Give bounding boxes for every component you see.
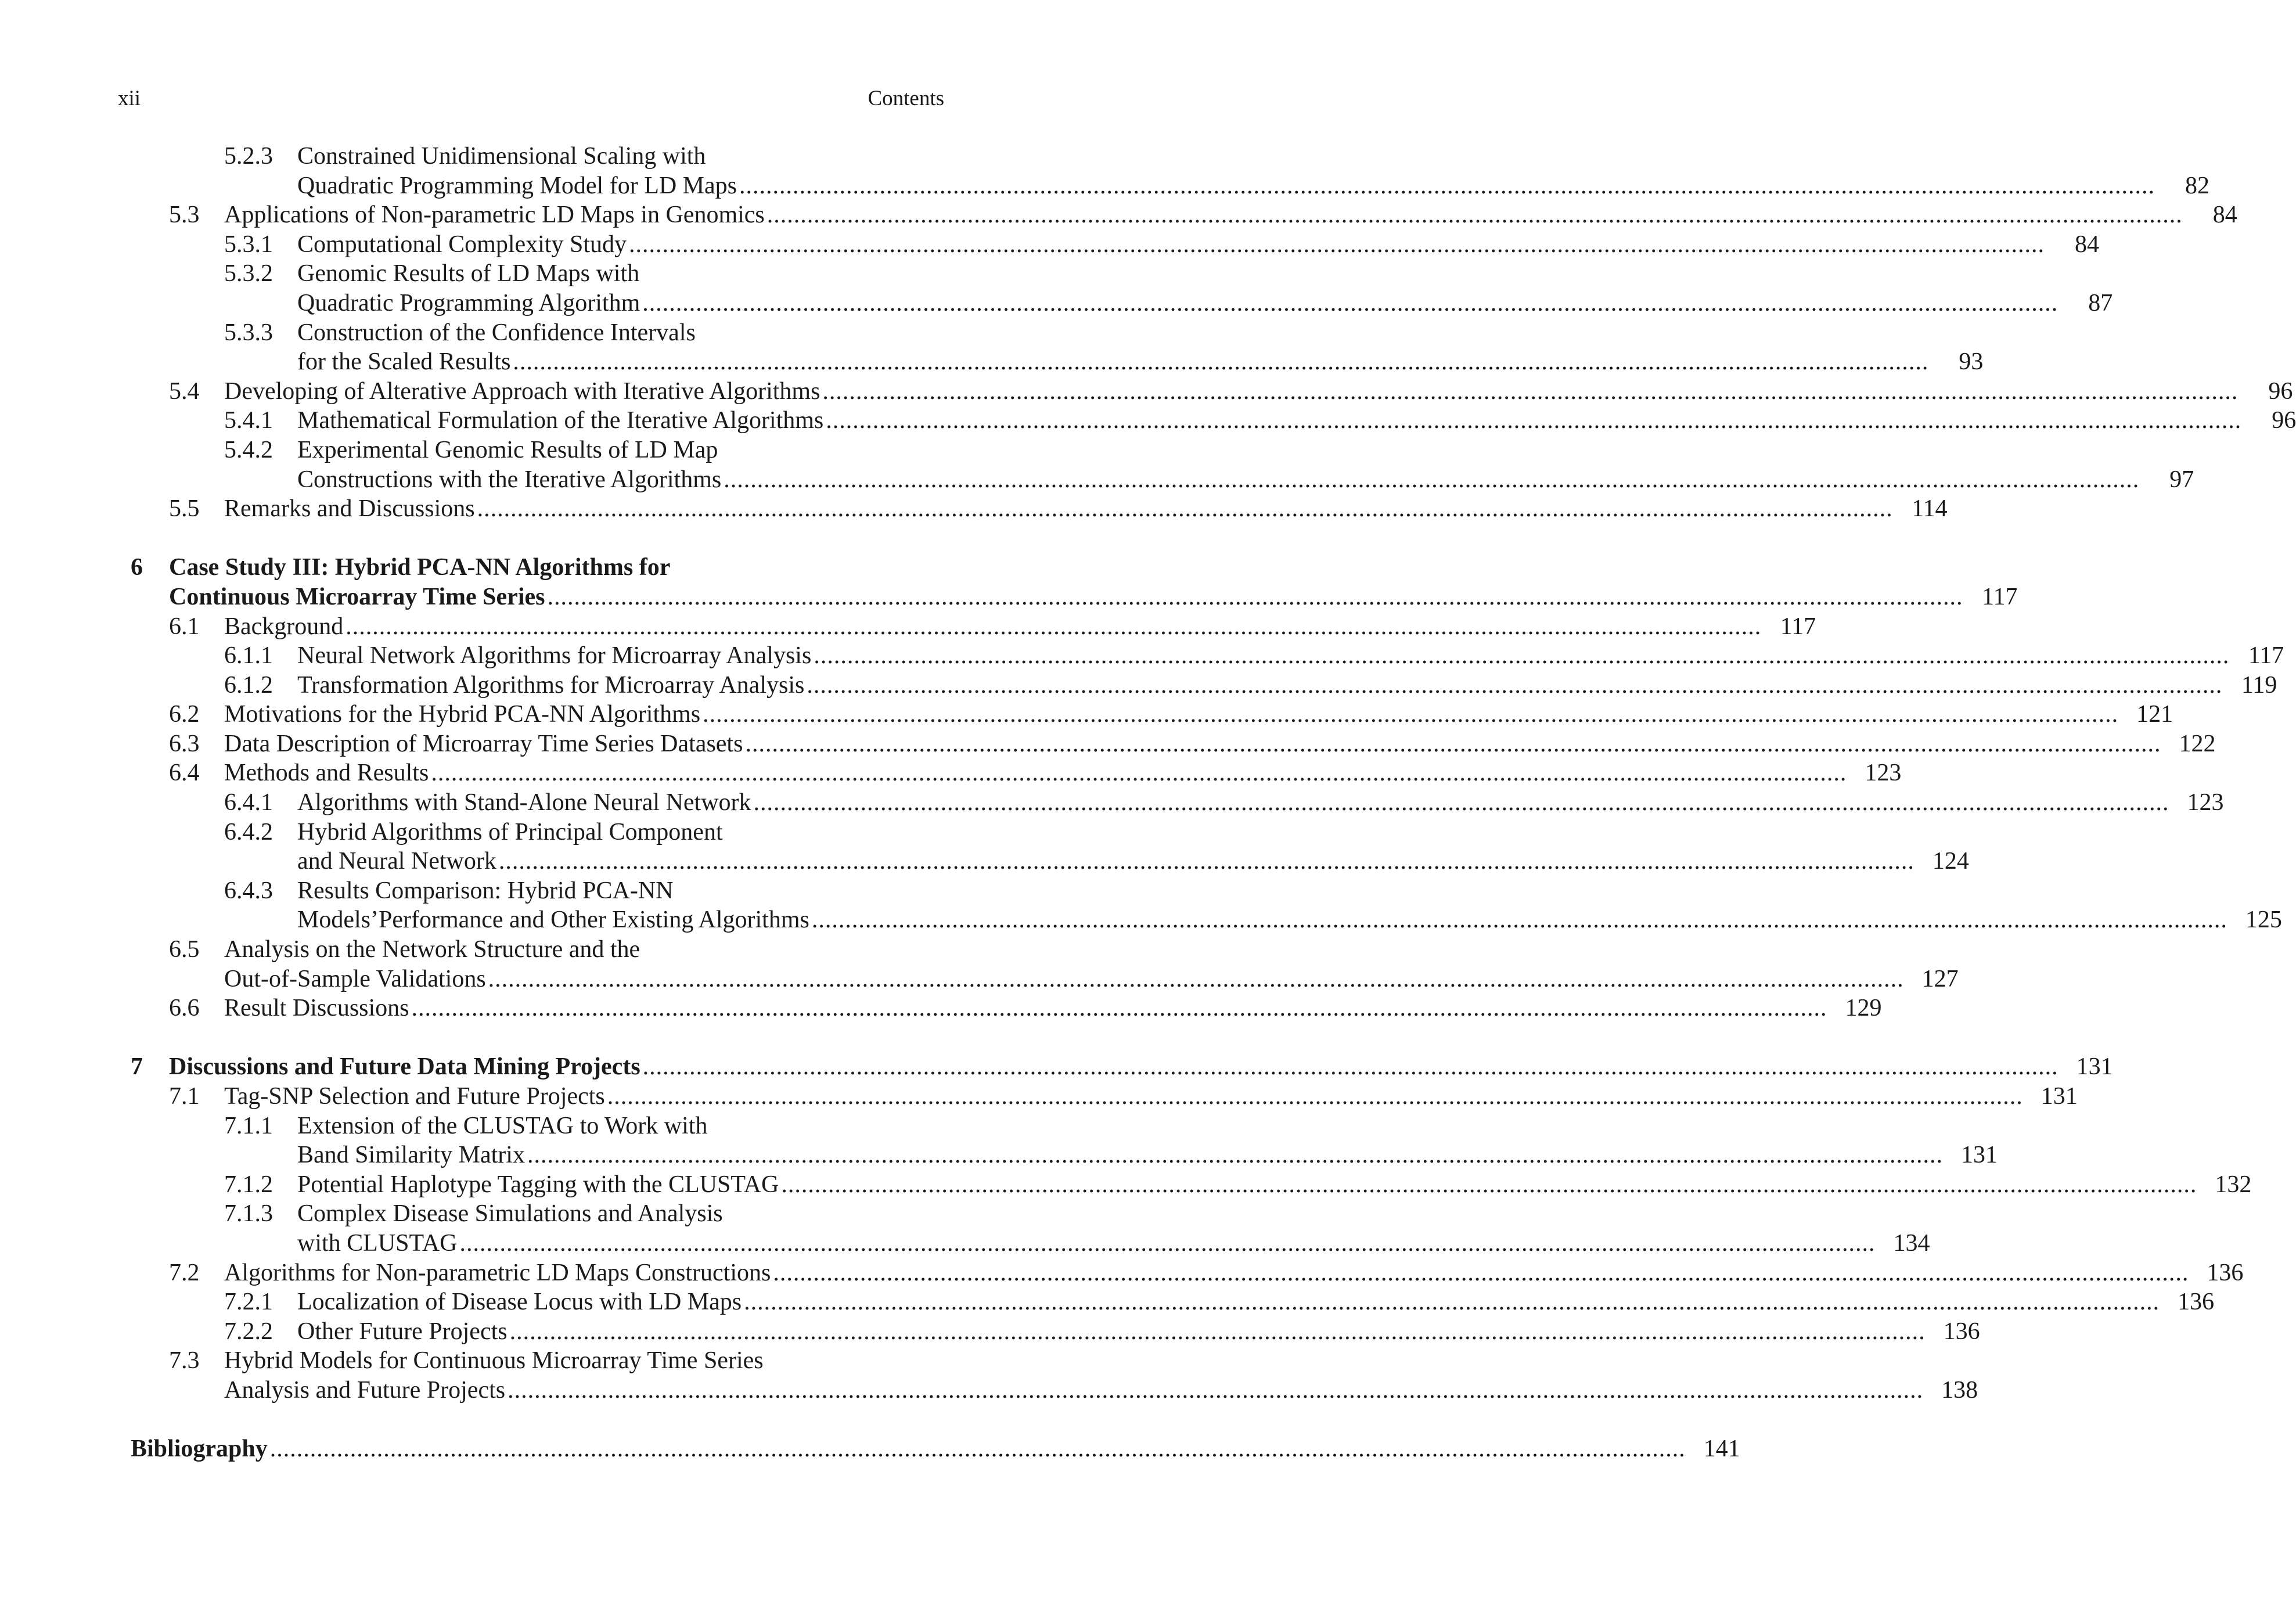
dot-leader: ....................................................................................................................................................................................................................: [498, 848, 1914, 875]
page-ref: 124: [1932, 848, 1969, 875]
section-number: 5.3: [169, 202, 200, 229]
entry-title: Band Similarity Matrix: [297, 1142, 525, 1169]
section-number: 5.3.1: [224, 231, 273, 258]
toc-entry: [131, 641, 2284, 671]
entry-title: Models’Performance and Other Existing Algorithms: [297, 906, 809, 934]
section-number: 6.1.2: [224, 671, 273, 699]
page-number: xii: [118, 87, 141, 110]
entry-title: Analysis on the Network Structure and the: [224, 936, 640, 963]
entry-title: Result Discussions: [224, 995, 409, 1022]
entry-title: Methods and Results: [224, 760, 429, 787]
page-ref: 136: [2178, 1289, 2215, 1316]
entry-title: Out-of-Sample Validations: [224, 965, 486, 992]
dot-leader: ....................................................................................................................................................................................................................: [745, 730, 2161, 757]
entry-title: Complex Disease Simulations and Analysis: [297, 1200, 723, 1228]
toc-entry: [131, 1170, 2252, 1200]
section-number: 6.4: [169, 760, 200, 787]
page-header: [118, 86, 944, 115]
dot-leader: ....................................................................................................................................................................................................................: [739, 172, 2155, 199]
dot-leader: ....................................................................................................................................................................................................................: [459, 1229, 1876, 1257]
toc-entry: [131, 142, 2210, 200]
section-number: 6.4.3: [224, 877, 273, 904]
dot-leader: ....................................................................................................................................................................................................................: [411, 995, 1827, 1022]
entry-title: Applications of Non-parametric LD Maps in Genomics: [224, 202, 765, 229]
dot-leader: ....................................................................................................................................................................................................................: [431, 760, 1847, 787]
dot-leader: ....................................................................................................................................................................................................................: [781, 1171, 2197, 1198]
toc-entry: [131, 788, 2224, 818]
entry-title: Algorithms with Stand-Alone Neural Network: [297, 789, 751, 816]
page-ref: 122: [2179, 730, 2216, 757]
page-ref: 121: [2136, 701, 2173, 728]
chapter-number: 7: [131, 1053, 143, 1081]
dot-leader: ....................................................................................................................................................................................................................: [527, 1142, 1943, 1169]
table-of-contents: [131, 142, 2296, 1464]
page-ref: 96: [2272, 407, 2296, 434]
entry-title: Remarks and Discussions: [224, 495, 475, 523]
toc-entry: [131, 818, 1969, 876]
dot-leader: ....................................................................................................................................................................................................................: [766, 202, 2183, 229]
entry-title: Analysis and Future Projects: [224, 1376, 506, 1404]
toc-entry: [131, 259, 2113, 318]
toc-entry: [131, 1287, 2215, 1317]
section-number: 7.1: [169, 1083, 200, 1110]
page-ref: 84: [2075, 231, 2099, 258]
entry-title: Transformation Algorithms for Microarray Analysis: [297, 671, 805, 699]
toc-entry: [131, 200, 2237, 230]
page-ref: 87: [2088, 289, 2113, 316]
page-ref: 93: [1959, 348, 1984, 376]
entry-title: Other Future Projects: [297, 1318, 508, 1345]
page-ref: 141: [1703, 1435, 1740, 1463]
toc-entry: [131, 494, 1948, 524]
dot-leader: ....................................................................................................................................................................................................................: [703, 701, 2119, 728]
entry-title: Experimental Genomic Results of LD Map: [297, 436, 718, 463]
page-ref: 131: [2076, 1053, 2113, 1081]
running-title: Contents: [868, 87, 944, 110]
dot-leader: ....................................................................................................................................................................................................................: [513, 348, 1929, 376]
page-ref: 127: [1921, 965, 1959, 992]
section-number: 6.1: [169, 613, 200, 640]
entry-title: Data Description of Microarray Time Series Datasets: [224, 730, 743, 757]
page-ref: 117: [2248, 642, 2284, 670]
entry-title: Quadratic Programming Model for LD Maps: [297, 172, 737, 199]
toc-entry: [131, 876, 2282, 935]
chapter-spacer: [131, 1023, 944, 1053]
toc-entry: [131, 758, 1902, 788]
page-ref: 129: [1845, 995, 1882, 1022]
dot-leader: ....................................................................................................................................................................................................................: [508, 1376, 1924, 1404]
section-number: 6.4.1: [224, 789, 273, 816]
toc-entry: [131, 729, 2216, 759]
chapter-title: Discussions and Future Data Mining Projects: [169, 1053, 640, 1081]
dot-leader: ....................................................................................................................................................................................................................: [822, 377, 2239, 405]
chapter-number: 6: [131, 554, 143, 581]
entry-title: Potential Haplotype Tagging with the CLUSTAG: [297, 1171, 779, 1198]
section-number: 5.3.3: [224, 319, 273, 346]
dot-leader: ....................................................................................................................................................................................................................: [607, 1083, 2023, 1110]
entry-title: Tag-SNP Selection and Future Projects: [224, 1083, 605, 1110]
section-number: 7.2.1: [224, 1289, 273, 1316]
toc-entry: [131, 994, 1882, 1023]
toc-entry: [131, 1317, 1980, 1347]
toc-entry: [131, 436, 2194, 494]
entry-title: Construction of the Confidence Intervals: [297, 319, 696, 346]
chapter-spacer: [131, 1405, 944, 1435]
toc-chapter: [131, 1052, 2113, 1082]
section-number: 5.4: [169, 377, 200, 405]
dot-leader: ....................................................................................................................................................................................................................: [509, 1318, 1926, 1345]
entry-title: with CLUSTAG: [297, 1229, 458, 1257]
dot-leader: ....................................................................................................................................................................................................................: [811, 906, 2227, 934]
section-number: 7.2: [169, 1259, 200, 1286]
page-ref: 119: [2241, 671, 2277, 699]
section-number: 7.3: [169, 1347, 200, 1374]
page-ref: 96: [2268, 377, 2293, 405]
page-ref: 125: [2245, 906, 2282, 934]
toc-entry: [131, 1346, 1978, 1405]
dot-leader: ....................................................................................................................................................................................................................: [773, 1259, 2189, 1286]
chapter-spacer: [131, 524, 944, 553]
section-number: 5.3.2: [224, 260, 273, 287]
section-number: 7.2.2: [224, 1318, 273, 1345]
page-ref: 114: [1912, 495, 1948, 523]
page-ref: 117: [1982, 583, 2018, 610]
page-ref: 136: [1943, 1318, 1980, 1345]
entry-title: Genomic Results of LD Maps with: [297, 260, 640, 287]
dot-leader: ....................................................................................................................................................................................................................: [826, 407, 2242, 434]
section-number: 6.4.2: [224, 818, 273, 845]
section-number: 7.1.1: [224, 1112, 273, 1139]
dot-leader: ....................................................................................................................................................................................................................: [629, 231, 2045, 258]
chapter-title: Case Study III: Hybrid PCA-NN Algorithms for: [169, 554, 671, 581]
toc-entry: [131, 1199, 1930, 1258]
toc-entry: [131, 1082, 2078, 1111]
toc-bibliography: [131, 1434, 1740, 1464]
entry-title: Algorithms for Non-parametric LD Maps Constructions: [224, 1259, 771, 1286]
section-number: 7.1.3: [224, 1200, 273, 1228]
dot-leader: ....................................................................................................................................................................................................................: [642, 1053, 2059, 1081]
section-number: 6.6: [169, 995, 200, 1022]
entry-title: Hybrid Models for Continuous Microarray Time Series: [224, 1347, 764, 1374]
entry-title: Hybrid Algorithms of Principal Component: [297, 818, 723, 845]
section-number: 6.1.1: [224, 642, 273, 670]
toc-entry: [131, 406, 2296, 436]
dot-leader: ....................................................................................................................................................................................................................: [269, 1435, 1686, 1463]
dot-leader: ....................................................................................................................................................................................................................: [724, 466, 2140, 493]
page-ref: 97: [2169, 466, 2194, 493]
toc-entry: [131, 377, 2293, 406]
entry-title: Mathematical Formulation of the Iterative Algorithms: [297, 407, 824, 434]
section-number: 7.1.2: [224, 1171, 273, 1198]
entry-title: Neural Network Algorithms for Microarray Analysis: [297, 642, 812, 670]
section-number: 6.5: [169, 936, 200, 963]
entry-title: and Neural Network: [297, 848, 496, 875]
dot-leader: ....................................................................................................................................................................................................................: [488, 965, 1904, 992]
page-ref: 138: [1941, 1376, 1978, 1404]
entry-title: Quadratic Programming Algorithm: [297, 289, 640, 316]
toc-entry: [131, 612, 1816, 642]
section-number: 5.2.3: [224, 143, 273, 170]
entry-title: Localization of Disease Locus with LD Maps: [297, 1289, 742, 1316]
page-ref: 131: [1960, 1142, 1998, 1169]
page-ref: 117: [1780, 613, 1816, 640]
page-ref: 131: [2041, 1083, 2078, 1110]
toc-entry: [131, 230, 2099, 260]
toc-entry: [131, 1258, 2244, 1288]
dot-leader: ....................................................................................................................................................................................................................: [346, 613, 1762, 640]
entry-title: Background: [224, 613, 344, 640]
page-ref: 84: [2212, 202, 2237, 229]
entry-title: Extension of the CLUSTAG to Work with: [297, 1112, 708, 1139]
entry-title: Results Comparison: Hybrid PCA-NN: [297, 877, 674, 904]
page-ref: 136: [2207, 1259, 2244, 1286]
page-ref: 123: [2187, 789, 2224, 816]
entry-title: for the Scaled Results: [297, 348, 511, 376]
section-number: 5.4.2: [224, 436, 273, 463]
toc-entry: [131, 935, 1959, 994]
page-ref: 82: [2185, 172, 2210, 199]
section-number: 5.5: [169, 495, 200, 523]
entry-title: Developing of Alterative Approach with Iterative Algorithms: [224, 377, 820, 405]
bibliography-title: Bibliography: [131, 1435, 268, 1463]
section-number: 6.3: [169, 730, 200, 757]
dot-leader: ....................................................................................................................................................................................................................: [477, 495, 1893, 523]
chapter-title: Continuous Microarray Time Series: [169, 583, 545, 610]
dot-leader: ....................................................................................................................................................................................................................: [807, 671, 2223, 699]
dot-leader: ....................................................................................................................................................................................................................: [547, 583, 1963, 610]
page-ref: 132: [2215, 1171, 2252, 1198]
entry-title: Computational Complexity Study: [297, 231, 627, 258]
dot-leader: ....................................................................................................................................................................................................................: [814, 642, 2230, 670]
page-ref: 123: [1865, 760, 1902, 787]
toc-entry: [131, 671, 2277, 700]
toc-entry: [131, 318, 1984, 377]
section-number: 6.2: [169, 701, 200, 728]
dot-leader: ....................................................................................................................................................................................................................: [642, 289, 2059, 316]
page-ref: 134: [1893, 1229, 1930, 1257]
toc-chapter: [131, 553, 2018, 611]
dot-leader: ....................................................................................................................................................................................................................: [753, 789, 2169, 816]
entry-title: Motivations for the Hybrid PCA-NN Algorithms: [224, 701, 701, 728]
dot-leader: ....................................................................................................................................................................................................................: [744, 1289, 2160, 1316]
section-number: 5.4.1: [224, 407, 273, 434]
entry-title: Constructions with the Iterative Algorithms: [297, 466, 722, 493]
entry-title: Constrained Unidimensional Scaling with: [297, 143, 706, 170]
toc-entry: [131, 700, 2173, 729]
toc-entry: [131, 1111, 1998, 1170]
